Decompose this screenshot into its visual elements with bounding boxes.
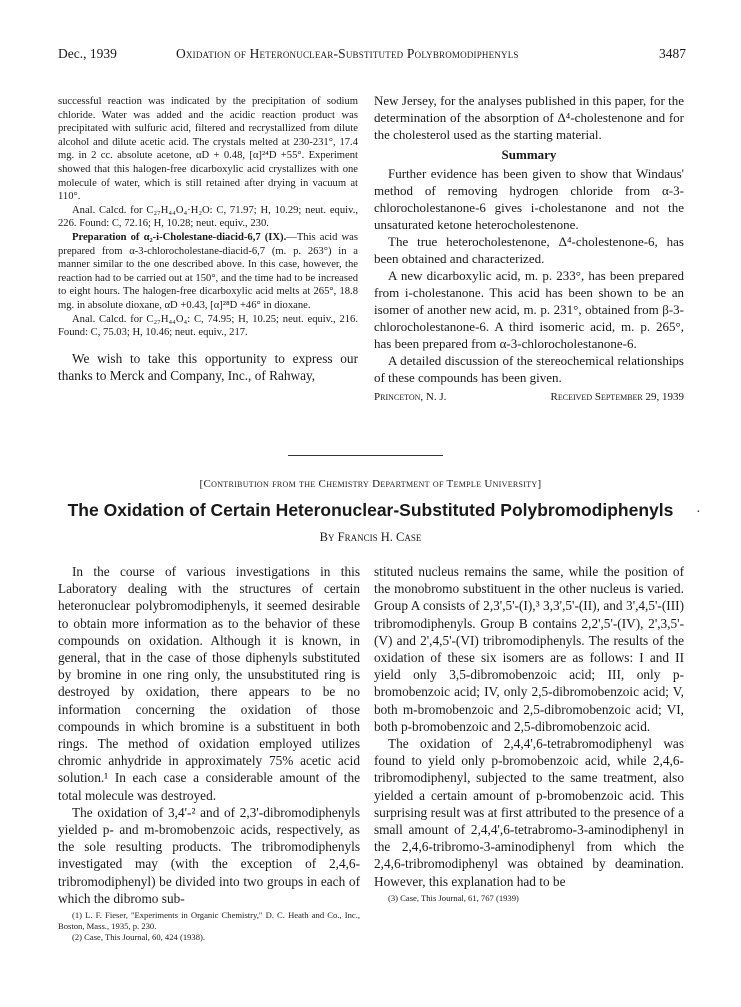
previous-article-right-column [374,92,684,406]
article-left-column [58,563,360,943]
running-head-title: Oxidation of Heteronuclear-Substituted Polybromodiphenyls [176,46,519,61]
place: Princeton, N. J. [374,391,447,403]
summary-heading: Summary [501,147,557,162]
footnote-1: (1) L. F. Fieser, "Experiments in Organic Chemistry," D. C. Heath and Co., Inc., Boston, Mass., 1935, p. 230. [58,910,360,932]
byline: By Francis H. Case [319,530,422,544]
received-date: Received September 29, 1939 [550,391,684,403]
article-right-column [374,563,684,904]
tetrabromo-paragraph: The oxidation of 2,4,4',6-tetrabromodiphenyl was found to yield only p-bromobenzoic acid, while 2,4,6-tribromodiphenyl, subjected to the same treatment, also yielded a certain amount of p-bromobenzoic acid. This surprising result was at first attributed to the presence of a small amount of 2,4,4',6-tetrabromo-3-aminodiphenyl in the 2,4,6-tribromo-3-aminodiphenyl from which the 2,4,6-tribromodiphenyl was obtained by deamination. However, this explanation had to be [374,736,684,889]
footnotes [58,910,360,943]
running-head [58,46,686,66]
acknowledgment-continued: New Jersey, for the analyses published in this paper, for the determination of the absorption of Δ⁴-cholestenone and for the cholesterol used as the starting material. [374,93,684,142]
summary-paragraph-3: A new dicarboxylic acid, m. p. 233°, has been prepared from i-cholestanone. This acid has been shown to be an isomer of another new acid, m. p. 231°, obtained from β-3-chlorocholestanone-6. A third isomeric acid, m. p. 265°, has been prepared from α-3-chlorocholestanone-6. [374,268,684,351]
previous-article-left-column [58,95,358,384]
footnote-3: (3) Case, This Journal, 61, 767 (1939) [388,892,519,903]
signature-line [374,389,684,406]
summary-paragraph-4: A detailed discussion of the stereochemical relationships of these compounds has been given. [374,353,684,385]
article-title: The Oxidation of Certain Heteronuclear-Substituted Polybromodiphenyls [67,500,674,520]
analysis-paragraph-1: Anal. Calcd. for C₂₇H₄₄O₄·H₂O: C, 71.97; H, 10.29; neut. equiv., 226. Found: C, 72.16; H, 10.28; neut. equiv., 230. [58,204,358,230]
preparation-heading: Preparation of α₂-i-Cholestane-diacid-6,7 (IX). [72,231,287,243]
stray-mark: · [696,505,701,520]
footnotes-right [374,893,684,904]
groups-paragraph: stituted nucleus remains the same, while the position of the monobromo substituent in the other nucleus is varied. Group A consists of 2,3',5'-(I),³ 3,3',5'-(II), and 3',4,5'-(III) tribromodiphenyls. Group B contains 2,2',5'-(IV), 2',3,5'-(V) and 2',4,5'-(VI) tribromodiphenyls. The results of the oxidation of these six isomers are as follows: I and II yield only 3,5-dibromobenzoic acid; III, only p-bromobenzoic acid; IV, only 2,5-dibromobenzoic acid; V, both m-bromobenzoic and 2,5-dibromobenzoic acid; VI, both p-bromobenzoic and 2,5-dibromobenzoic acid. [374,564,684,734]
analysis-paragraph-2: Anal. Calcd. for C₂₇H₄₄O₄: C, 74.95; H, 10.25; neut. equiv., 216. Found: C, 75.03; H, 10.46; neut. equiv., 217. [58,313,358,339]
page-number: 3487 [659,46,686,61]
footnote-2: (2) Case, This Journal, 60, 424 (1938). [72,932,206,943]
oxidation-paragraph: The oxidation of 3,4'-² and of 2,3'-dibromodiphenyls yielded p- and m-bromobenzoic acids, respectively, as the sole resulting products. The tribromodiphenyls investigated may (with the exception of 2,4,6-tribromodiphenyl) be divided into two groups in each of which the dibromo sub- [58,804,360,906]
section-divider [288,455,443,456]
acknowledgment-paragraph: We wish to take this opportunity to express our thanks to Merck and Company, Inc., of Rahway, [58,350,358,383]
preparation-body: —This acid was prepared from α-3-chlorocholestane-diacid-6,7 (m. p. 263°) in a manner similar to the one described above. In this case, however, the reaction had to be carried out at 150°, and the time had to be increased to eight hours. The halogen-free dicarboxylic acid melts at 265°, 18.8 mg. in absolute dioxane, αD +0.43, [α]²⁸D +46° in dioxane. [58,231,358,311]
summary-paragraph-1: Further evidence has been given to show that Windaus' method of removing hydrogen chloride from α-3-chlorocholestanone-6 gives i-cholestanone and not the unsaturated ketone heterocholestenone. [374,166,684,232]
intro-paragraph: In the course of various investigations in this Laboratory dealing with the structures of certain heteronuclear polybromodiphenyls, it seemed desirable to obtain more information as to the behavior of these compounds on oxidation. Although it is known, in general, that in the case of those diphenyls substituted by bromine in one ring only, the unsubstituted ring is destroyed by oxidation, there appears to be no information concerning the oxidation of those compounds in which bromine is a substituent in both rings. The method of oxidation employed utilizes chromic anhydride in approximately 75% acetic acid solution.¹ In each case a considerable amount of the total molecule was destroyed. [58,564,360,803]
summary-paragraph-2: The true heterocholestenone, Δ⁴-cholestenone-6, has been obtained and characterized. [374,234,684,266]
preparation-paragraph [58,231,358,313]
experimental-paragraph: successful reaction was indicated by the precipitation of sodium chloride. Water was added and the acidic reaction product was precipitated with sulfuric acid, filtered and recrystallized from dilute alcohol and dilute acetic acid. The crystals melted at 230-231°, 17.4 mg. in 2 cc. absolute acetone, αD + 0.48, [α]²⁴D +55°. Experiment showed that this halogen-free dicarboxylic acid crystallizes with one molecule of water, which is still retained after drying in vacuum at 110°. [58,96,358,203]
contribution-line: [Contribution from the Chemistry Department of Temple University] [199,478,542,490]
running-head-date: Dec., 1939 [58,46,117,61]
